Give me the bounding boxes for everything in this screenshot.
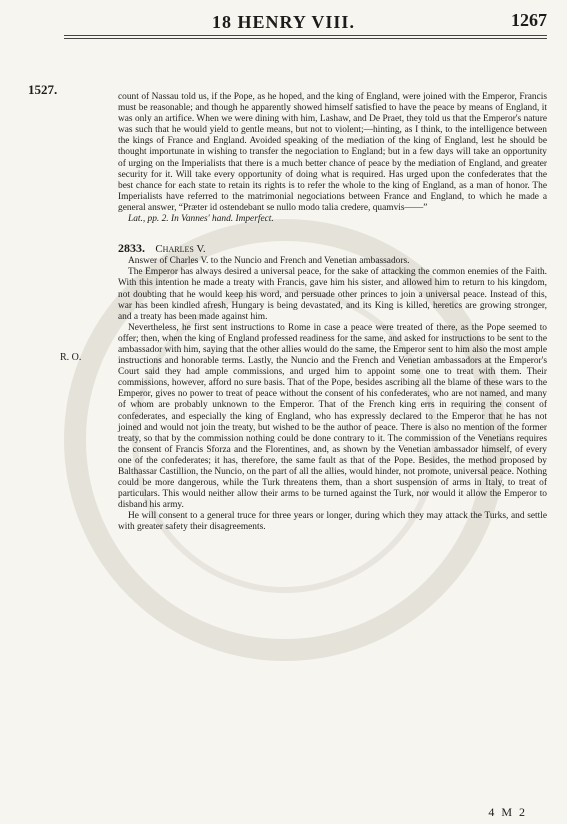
printer-signature: 4 M 2	[488, 805, 527, 819]
running-header-title: 18 HENRY VIII.	[212, 12, 355, 32]
entry-number: 2833.	[118, 241, 145, 256]
page-number: 1267	[511, 10, 547, 30]
header-rule-double	[64, 38, 547, 39]
header-rule	[64, 35, 547, 36]
previous-entry-note: Lat., pp. 2. In Vannes' hand. Imperfect.	[128, 214, 274, 225]
entry-heading	[118, 225, 547, 256]
entry-paragraph: Nevertheless, he first sent instructions to Rome in case a peace were treated of there, as the Pope seemed to offer; then, when the king of England professed readiness for the same, and asked for instructions to be sent to the ambassador with him, saying that the other allies would do the same, the Emperor sent to him also the most ample instructions and honorable terms. Lastly, the Nuncio and the French and Venetian ambassadors at the Emperor's Court said they had ample commissions, and urged him to appoint some one to treat with them. Their commissions, however, afford no sure basis. That of the Pope, besides ascribing all the blame of these wars to the Emperor, gives no power to treat of peace without the consent of his confederates, who are not named, and many of whom are probably unknown to the Emperor. That of the French king errs in requiring the consent of confederates, and especially the king of England, who has expressly declared to the Emperor that he has not joined and would not join the treaty, but wished to be the author of peace. There is also no mention of the former treaty, so that by the commission nothing could be done contrary to it. The commission of the Venetians requires the consent of Francis Sforza and the Florentines, and, as shown by the Venetian ambassador himself, of every one of the confederates; it has, therefore, the same fault as that of the Pope. Besides, the method proposed by Balthassar Castillion, the Nuncio, on the part of all the allies, would hinder, not promote, universal peace. Nothing could be more dangerous, while the Turk threatens them, than a short suspension of arms in Italy, to treat of particulars. This would neither allow their arms to be turned against the Turk, nor would it allow the Emperor to disband his army.	[118, 322, 547, 511]
document-body	[118, 92, 547, 534]
previous-entry-text: count of Nassau told us, if the Pope, as he hoped, and the king of England, were joined with the Emperor, Francis must be reasonable; and though he apparently showed himself satisfied to have the peace by means of England, it was only an artifice. When we were dining with him, Lashaw, and De Praet, they told us that the Emperor's nature was such that he would yield to gentle means, but not to violent;—hinting, as I think, to the intelligence between the kings of France and England. Avoided speaking of the mediation of the king of England, lest he should be thought importunate in wishing to transfer the negociation to England; but in a few days will take an opportunity of urging on the Imperialists that there is a much better chance of peace by the mediation of England, and greater security for it. Will take every opportunity of doing what is required. Has urged upon the confederates that the best chance for each state to retain its rights is to refer the whole to the king of England, as a man of honor. The Imperialists have referred to the matrimonial negociations between France and England, to which he made a general answer, “Præter id ostendebant se nullo modo talia credere, quamvis——”	[118, 92, 547, 213]
entry-title: Charles V.	[155, 243, 206, 256]
margin-year: 1527.	[28, 82, 58, 97]
entry-paragraph: The Emperor has always desired a universal peace, for the sake of attacking the common enemies of the Faith. With this intention he made a treaty with Francis, gave him his sister, and allowed him to return to his kingdom, not doubting that he would keep his word, and persuade other princes to join a universal peace. Instead of this, war has been kindled afresh, Hungary is being devastated, and its King is killed, heretics are growing stronger, and a treaty has been made against him.	[118, 267, 547, 322]
entry-summary: Answer of Charles V. to the Nuncio and French and Venetian ambassadors.	[128, 256, 410, 267]
margin-source-ref: R. O.	[60, 352, 82, 363]
entry-paragraph: He will consent to a general truce for three years or longer, during which they may attack the Turks, and settle with greater safety their disagreements.	[118, 511, 547, 533]
